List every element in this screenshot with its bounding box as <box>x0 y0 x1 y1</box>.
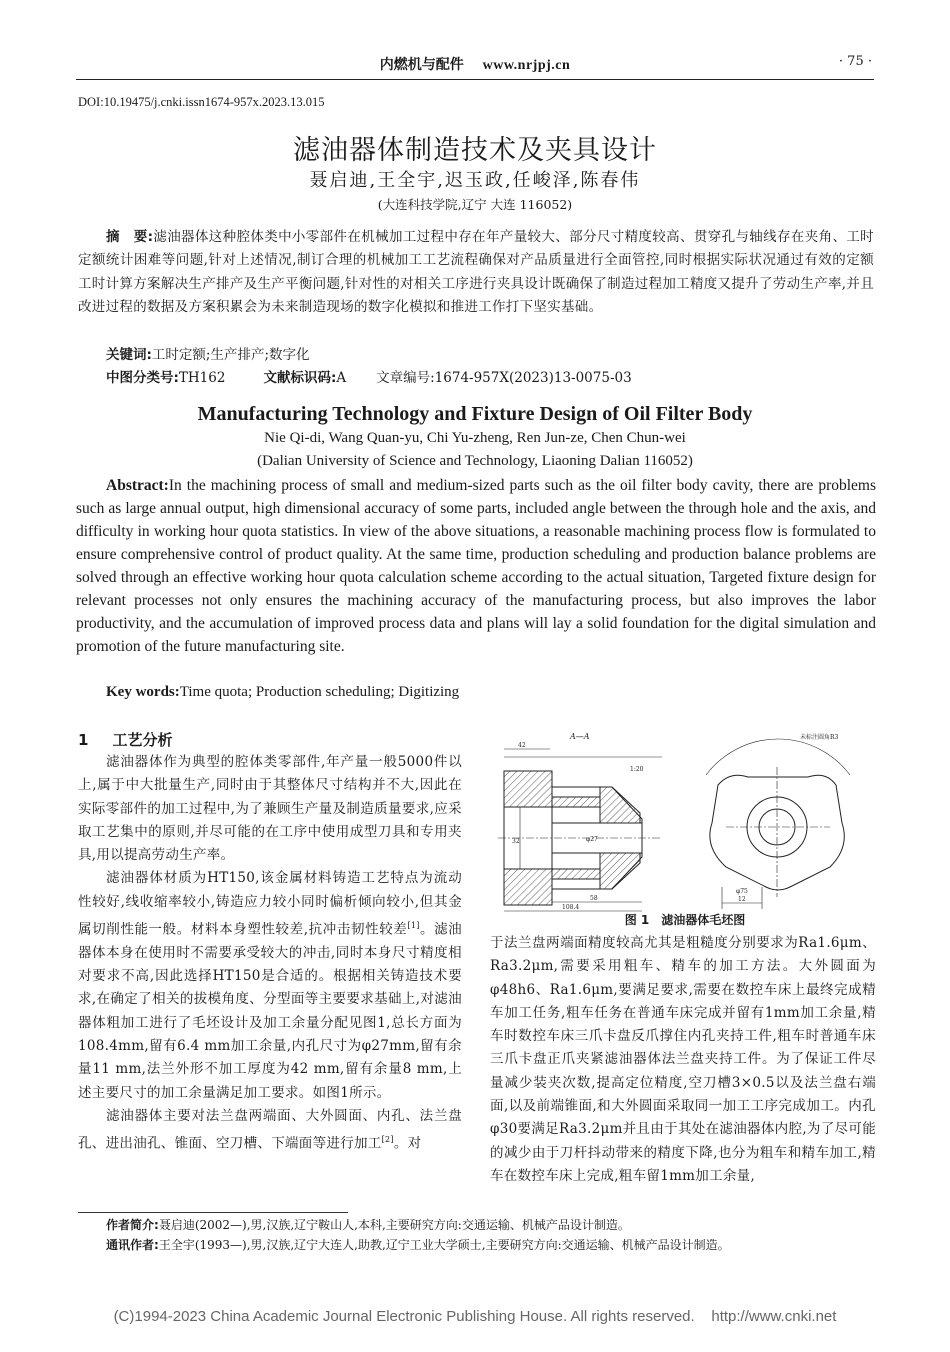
authors-cn: 聂启迪,王全宇,迟玉政,任峻泽,陈春伟 <box>309 170 641 191</box>
abstract-en-text: In the machining process of small and medium-sized parts such as the oil filter body cavity, there are problems such as large annual output, high dimensional accuracy of some parts, included angle between the through hole and the axis, and difficulty in working hour quota statistics. In view of the above situations, a reasonable machining process flow is formulated to ensure comprehensive control of product quality. At the same time, production scheduling and production balance problems are solved through an effective working hour quota calculation scheme according to the actual situation, Targeted fixture design for relevant processes not only ensures the machining accuracy of the manufacturing process, but also improves the labor productivity, and the accumulation of improved process data and plans will lay a solid foundation for the digital simulation and promotion of the future manufacturing site. <box>76 477 876 655</box>
affiliation-cn: (大连科技学院,辽宁 大连 116052) <box>377 197 573 212</box>
fillet-note: 未标注圆角R3 <box>800 734 839 741</box>
doc-code-label: 文献标识码: <box>263 370 337 386</box>
keywords-en <box>106 684 459 701</box>
section-label: A—A <box>570 732 590 741</box>
right-column <box>490 932 876 1188</box>
dim-12: φ75 <box>736 888 748 895</box>
abstract-cn-label: 摘 要: <box>106 229 154 245</box>
abstract-cn-text: 滤油器体这种腔体类中小零部件在机械加工过程中存在年产量较大、部分尺寸精度较高、贯穿孔与轴线存在夹角、工时定额统计困难等问题,针对上述情况,制订合理的机械加工工艺流程确保对产品质量进行全面管控,同时根据实际状况通过有效的定额工时计算方案解决生产排产及生产平衡问题,针对性的对相关工序进行夹具设计既确保了制造过程加工精度又提升了劳动生产率,并且改进过程的数据及方案积累会为未来制造现场的数字化模拟和推进工作打下坚实基础。 <box>78 229 874 315</box>
article-no-value: 1674-957X(2023)13-0075-03 <box>434 370 632 386</box>
keywords-en-text: Time quota; Production scheduling; Digitizing <box>179 684 460 700</box>
section-title: 工艺分析 <box>112 731 173 749</box>
para2-text-a: 滤油器体材质为HT150,该金属材料铸造工艺特点为流动性较好,线收缩率较小,铸造应力较小同时偏析倾向较小,但其金属切削性能一般。材料本身塑性较差,抗冲击韧性较差 <box>78 870 462 938</box>
doi: DOI:10.19475/j.cnki.issn1674-957x.2023.13.015 <box>78 95 325 109</box>
journal-url[interactable]: www.nrjpj.cn <box>482 58 571 73</box>
body-paragraph-1: 滤油器体作为典型的腔体类零部件,年产量一般5000件以上,属于中大批量生产,同时由于其整体尺寸结构并不大,因此在实际零部件的加工过程中,为了兼顾生产量及制造质量要求,应采取工艺集中的原则,并尽可能的在工序中使用成型刀具和专用夹具,用以提高劳动生产率。 <box>78 754 462 864</box>
running-header <box>0 54 950 80</box>
abstract-en <box>76 474 876 658</box>
body-paragraph-2 <box>78 867 462 1104</box>
end-view <box>706 733 850 909</box>
abstract-en-label: Abstract: <box>106 477 169 494</box>
figure-1-caption: 图 1 滤油器体毛坯图 <box>624 913 746 927</box>
keywords-en-label: Key words: <box>106 684 180 700</box>
left-column <box>78 751 462 1156</box>
dim-phi27: φ27 <box>586 836 598 843</box>
para3-text-b: 。对 <box>393 1135 422 1152</box>
article-no-label: 文章编号: <box>376 370 435 386</box>
journal-header <box>0 54 950 74</box>
citation-1: [1] <box>407 921 420 931</box>
abstract-cn <box>78 226 874 319</box>
corresponding-author <box>106 1236 730 1253</box>
classification-line <box>106 366 632 386</box>
taper-label: 1:20 <box>630 766 644 773</box>
author-bio <box>106 1216 630 1233</box>
author-bio-text: 聂启迪(2002—),男,汉族,辽宁鞍山人,本科,主要研究方向:交通运输、机械产品设计制造。 <box>158 1218 630 1232</box>
dim-42: 42 <box>518 742 526 749</box>
dim-108-4: 108.4 <box>562 904 580 911</box>
clc-label: 中图分类号: <box>106 370 179 386</box>
doc-code-value: A <box>336 370 347 386</box>
clc-value: TH162 <box>178 370 226 386</box>
keywords-cn-label: 关键词: <box>106 347 152 363</box>
journal-name: 内燃机与配件 <box>379 57 464 73</box>
authors-en: Nie Qi-di, Wang Quan-yu, Chi Yu-zheng, Ren Jun-ze, Chen Chun-wei <box>264 430 686 446</box>
paper-title-en: Manufacturing Technology and Fixture Design of Oil Filter Body <box>197 403 753 425</box>
para2-text-b: 。滤油器体本身在使用时不需要承受较大的冲击,同时本身尺寸精度相对要求不高,因此选择HT150是合适的。根据相关铸造技术要求,在确定了相关的拔模角度、分型面等主要要求基础上,对滤油器体粗加工进行了毛坯设计及加工余量分配见图1,总长方面为108.4mm,留有6.4 mm加工余量,内孔尺寸为φ27mm,留有余量11 mm,法兰外形不加工厚度为42 mm,留有余量8 mm,上述主要尺寸的加工余量满足加工要求。如图1所示。 <box>78 921 462 1101</box>
dim-phi75: 32 <box>512 838 520 845</box>
author-bio-label: 作者简介: <box>106 1218 159 1232</box>
body-paragraph-right: 于法兰盘两端面精度较高尤其是粗糙度分别要求为Ra1.6μm、Ra3.2μm,需要采用粗车、精车的加工方法。大外圆面为φ48h6、Ra1.6μm,要满足要求,需要在数控车床上最终完成精车加工任务,粗车任务在普通车床完成并留有1mm加工余量,精车时数控车床三爪卡盘反爪撑住内孔夹持工件,粗车时普通车床三爪卡盘正爪夹紧滤油器体法兰盘夹持工件。为了保证工件尽量减少装夹次数,提高定位精度,空刀槽3×0.5以及法兰盘右端面,以及前端锥面,和大外圆面采取同一加工工序完成加工。内孔φ30要满足Ra3.2μm并且由于其处在滤油器体内腔,为了尽可能的减少由于刀杆抖动带来的精度下降,也分为粗车和精车加工,精车在数控车床上完成,粗车留1mm加工余量, <box>490 935 876 1184</box>
copyright-notice: (C)1994-2023 China Academic Journal Electronic Publishing House. All rights reserved. http://www.cnki.net <box>113 1308 837 1325</box>
figure-1 <box>490 727 880 915</box>
blank-drawing <box>490 727 880 915</box>
section-view <box>498 732 662 915</box>
paper-title-cn: 滤油器体制造技术及夹具设计 <box>293 135 657 166</box>
section-heading <box>78 729 172 750</box>
para3-text-a: 滤油器体主要对法兰盘两端面、大外圆面、内孔、法兰盘孔、进出油孔、锥面、空刀槽、下端面等进行加工 <box>78 1107 462 1152</box>
page-number: · 75 · <box>838 54 872 69</box>
footnote-rule <box>78 1212 348 1213</box>
section-number: 1 <box>78 731 89 749</box>
keywords-cn-text: 工时定额;生产排产;数字化 <box>151 347 310 363</box>
corresponding-author-label: 通讯作者: <box>106 1238 159 1252</box>
keywords-cn <box>106 343 310 363</box>
corresponding-author-text: 王全宇(1993—),男,汉族,辽宁大连人,助教,辽宁工业大学硕士,主要研究方向:交通运输、机械产品设计制造。 <box>158 1238 730 1252</box>
dim-32: 12 <box>738 896 746 903</box>
header-rule <box>76 79 874 80</box>
citation-2: [2] <box>381 1135 394 1145</box>
dim-58: 58 <box>590 895 598 902</box>
affiliation-en: (Dalian University of Science and Technology, Liaoning Dalian 116052) <box>257 453 693 469</box>
body-paragraph-3 <box>78 1105 462 1156</box>
